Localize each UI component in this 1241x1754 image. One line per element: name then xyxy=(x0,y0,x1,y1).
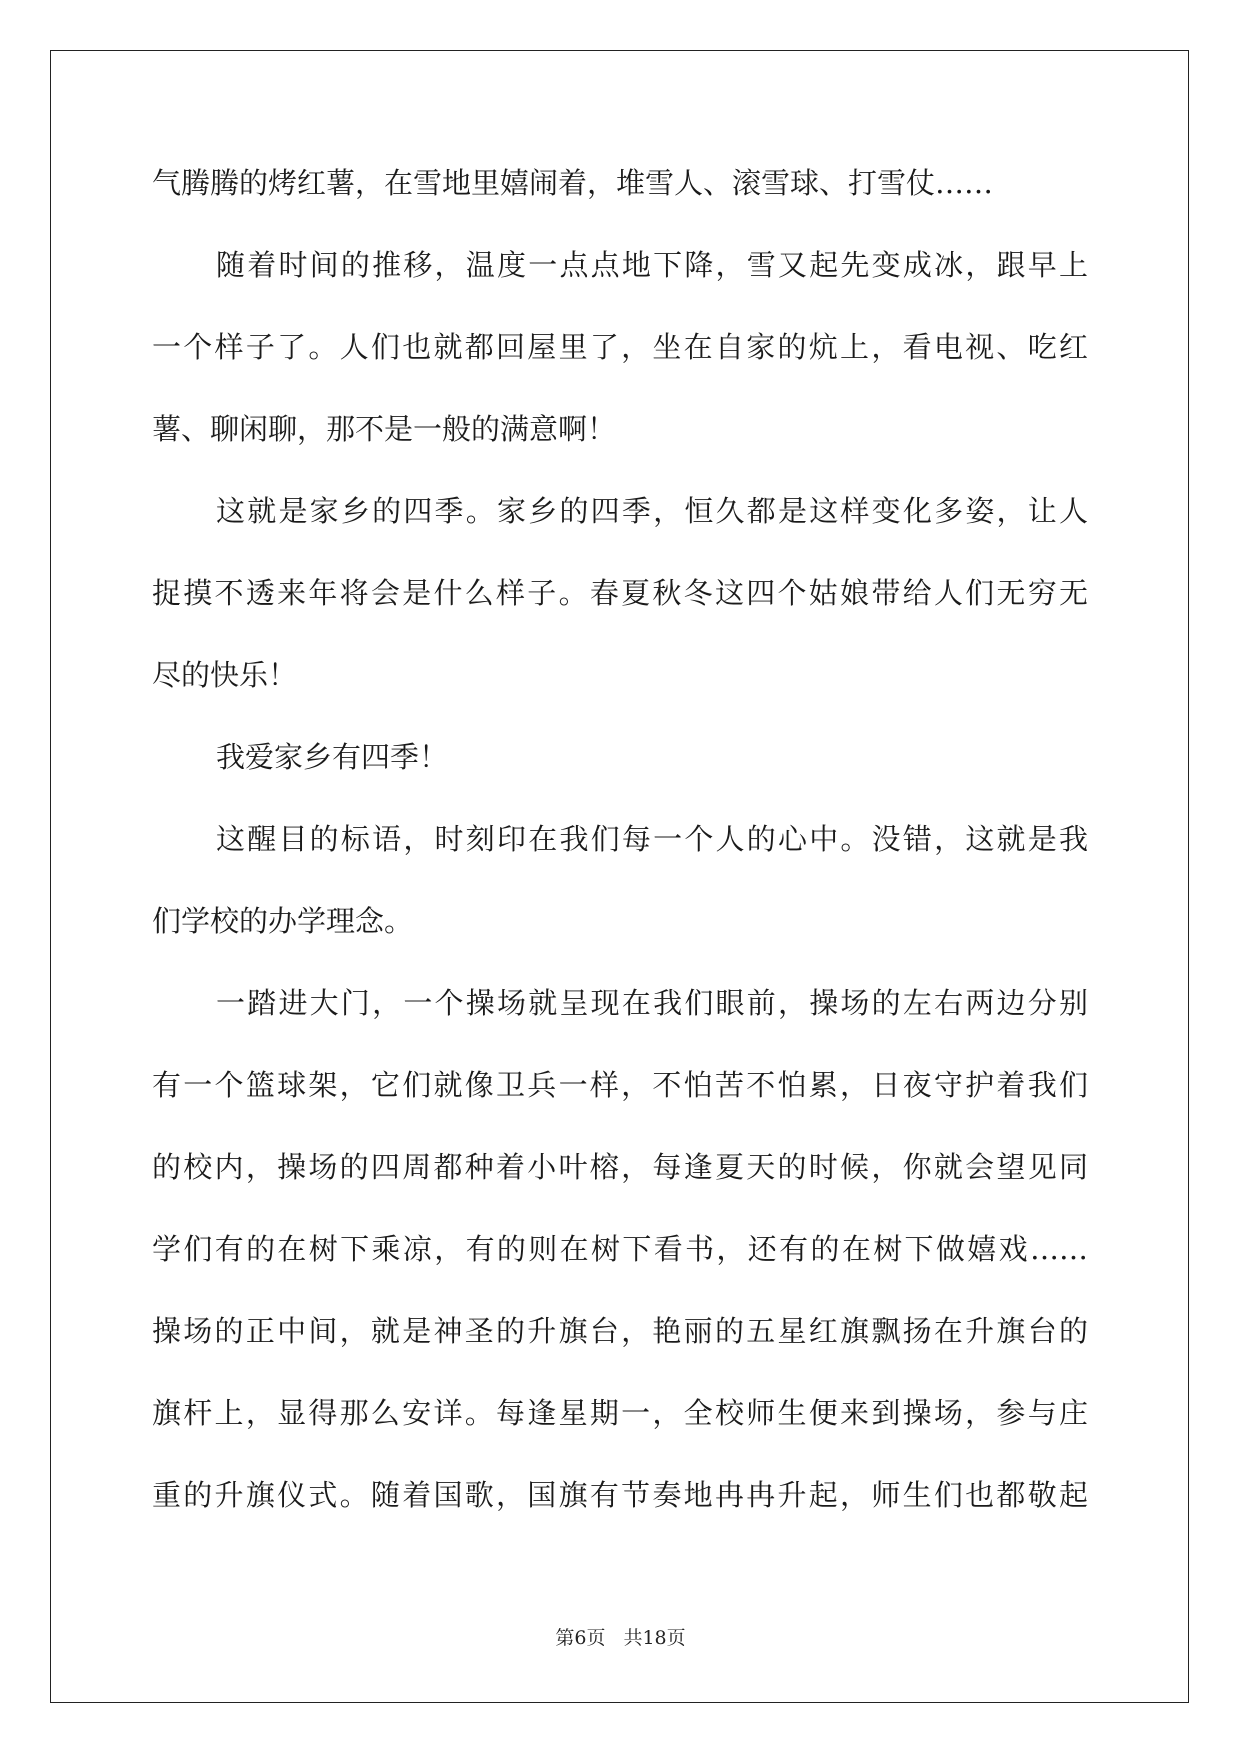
text-line: 尽的快乐！ xyxy=(152,658,298,692)
text-line: 重的升旗仪式。随着国歌，国旗有节奏地冉冉升起，师生们也都敬起 xyxy=(152,1478,1088,1512)
text-line: 一个样子了。人们也就都回屋里了，坐在自家的炕上，看电视、吃红 xyxy=(152,330,1088,364)
text-line: 操场的正中间，就是神圣的升旗台，艳丽的五星红旗飘扬在升旗台的 xyxy=(152,1314,1088,1348)
paragraph-start-line: 一踏进大门，一个操场就呈现在我们眼前，操场的左右两边分别 xyxy=(216,986,1088,1020)
text-line: 薯、聊闲聊，那不是一般的满意啊！ xyxy=(152,412,617,446)
page-total: 共18页 xyxy=(623,1627,686,1649)
text-line: 有一个篮球架，它们就像卫兵一样，不怕苦不怕累，日夜守护着我们 xyxy=(152,1068,1088,1102)
text-line: 们学校的办学理念。 xyxy=(152,904,414,938)
paragraph-start-line: 这醒目的标语，时刻印在我们每一个人的心中。没错，这就是我 xyxy=(216,822,1088,856)
text-line: 旗杆上，显得那么安详。每逢星期一，全校师生便来到操场，参与庄 xyxy=(152,1396,1088,1430)
paragraph-start-line: 这就是家乡的四季。家乡的四季，恒久都是这样变化多姿，让人 xyxy=(216,494,1088,528)
text-line: 气腾腾的烤红薯，在雪地里嬉闹着，堆雪人、滚雪球、打雪仗…… xyxy=(152,166,994,200)
paragraph-start-line: 随着时间的推移，温度一点点地下降，雪又起先变成冰，跟早上 xyxy=(216,248,1088,282)
document-body xyxy=(152,165,1088,1559)
paragraph-start-line: 我爱家乡有四季！ xyxy=(216,740,449,774)
page-number: 第6页 xyxy=(555,1627,606,1649)
text-line: 的校内，操场的四周都种着小叶榕，每逢夏天的时候，你就会望见同 xyxy=(152,1150,1088,1184)
page-footer xyxy=(0,1626,1241,1650)
text-line: 捉摸不透来年将会是什么样子。春夏秋冬这四个姑娘带给人们无穷无 xyxy=(152,576,1088,610)
text-line: 学们有的在树下乘凉，有的则在树下看书，还有的在树下做嬉戏…… xyxy=(152,1232,1088,1266)
